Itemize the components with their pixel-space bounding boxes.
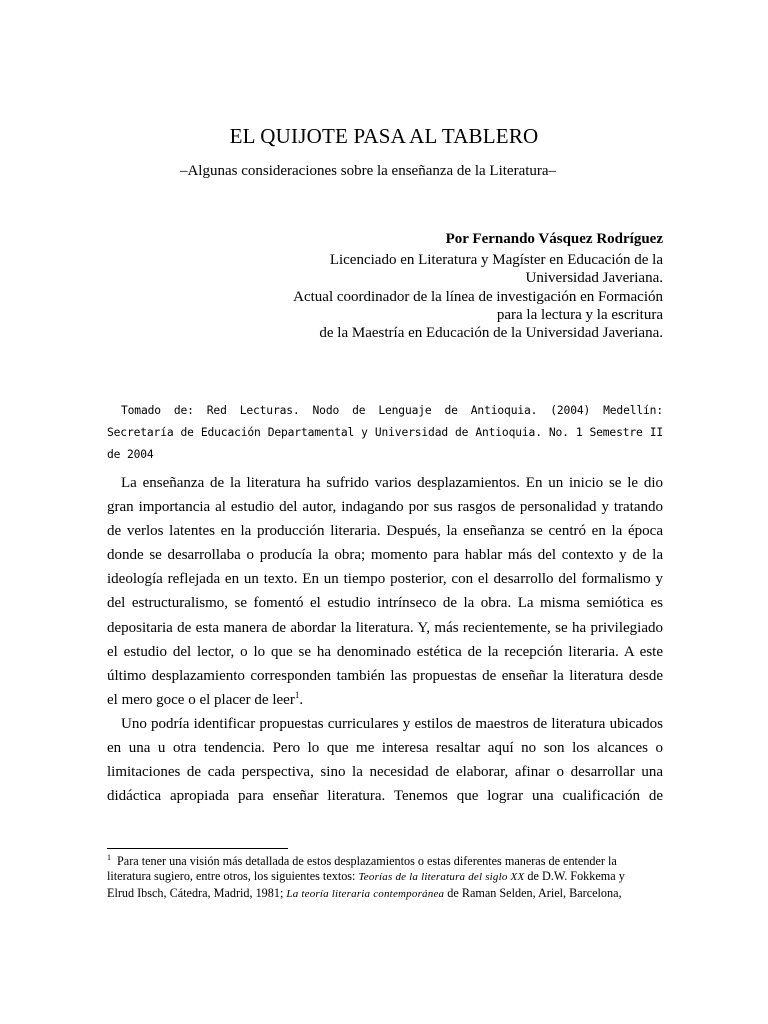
body-text [107,471,663,808]
paragraph-line: ideología reflejada en un texto. En un tiempo posterior, con el desarrollo del formalismo y [107,571,663,588]
author-credential-line: Universidad Javeriana. [525,270,663,287]
footnote-text: de D.W. Fokkema y [524,869,625,884]
paragraph-line: de verlos latentes en la producción literaria. Después, la enseñanza se centró en la época [107,523,663,540]
author-block [260,230,663,342]
paragraph-1 [107,471,663,712]
author-credential-line: Licenciado en Literatura y Magíster en Educación de la [329,252,663,269]
footnote-text: de Raman Selden, Ariel, Barcelona, [444,885,622,900]
paragraph-end-punctuation: . [299,691,304,708]
footnote-number: 1 [107,852,111,862]
footnote-divider [107,848,288,849]
paragraph-2 [107,712,663,808]
footnote-reference: 1 [294,689,300,700]
footnote-line [107,869,663,885]
footnote [107,854,663,902]
footnote-book-title: Teorías de la literatura del siglo XX [358,871,525,884]
paragraph-line: gran importancia al estudio del autor, indagando por sus rasgos de personalidad y tratando [107,499,663,516]
paragraph-line: Uno podría identificar propuestas curriculares y estilos de maestros de literatura ubicados [121,715,663,732]
paragraph-line: del estructuralismo, se fomentó el estudio intrínseco de la obra. La misma semiótica es [107,595,663,612]
paragraph-line: donde se desarrollaba o producía la obra; momento para hablar más del contexto y de la [107,547,663,564]
footnote-text: literatura sugiero, entre otros, los siguientes textos: [107,869,359,884]
author-credential-line: Actual coordinador de la línea de investigación en Formación [293,288,663,305]
footnote-book-title: La teoría literaria contemporánea [286,887,445,900]
paragraph-line-text: el mero goce o el placer de leer [107,691,295,708]
author-name: Por Fernando Vásquez Rodríguez [445,231,663,247]
paragraph-line: didáctica apropiada para enseñar literatura. Tenemos que lograr una cualificación de [107,788,663,805]
paragraph-line-last [107,688,663,712]
footnote-line [107,854,663,869]
document-subtitle: –Algunas consideraciones sobre la enseñanza de la Literatura– [179,163,557,179]
paragraph-line: el estudio del lector, o lo que se ha denominado estética de la recepción literaria. A este [107,643,663,660]
paragraph-line: limitaciones de cada perspectiva, sino la necesidad de elaborar, afinar o desarrollar una [107,764,663,781]
document-title: EL QUIJOTE PASA AL TABLERO [229,124,539,148]
paragraph-line: en una u otra tendencia. Pero lo que me interesa resaltar aquí no son los alcances o [107,740,663,757]
footnote-line [107,886,663,902]
source-citation: Tomado de: Red Lecturas. Nodo de Lenguaje de Antioquia. (2004) Medellín: Secretaría de Educación Departamental y Universidad de Antioquia. No. 1 Semestre II de 2004 [107,404,663,462]
footnote-text: Elrud Ibsch, Cátedra, Madrid, 1981; [107,885,287,900]
author-credential-line: para la lectura y la escritura [496,306,663,323]
author-credential-line: de la Maestría en Educación de la Universidad Javeriana. [319,325,663,342]
paragraph-line: último desplazamiento corresponden también las propuestas de enseñar la literatura desde [107,667,663,684]
footnote-text: Para tener una visión más detallada de estos desplazamientos o estas diferentes maneras de entender la [117,854,617,868]
paragraph-line: La enseñanza de la literatura ha sufrido varios desplazamientos. En un inicio se le dio [121,475,663,491]
paragraph-line: depositaria de esta manera de abordar la literatura. Y, más recientemente, se ha privilegiado [107,619,663,636]
